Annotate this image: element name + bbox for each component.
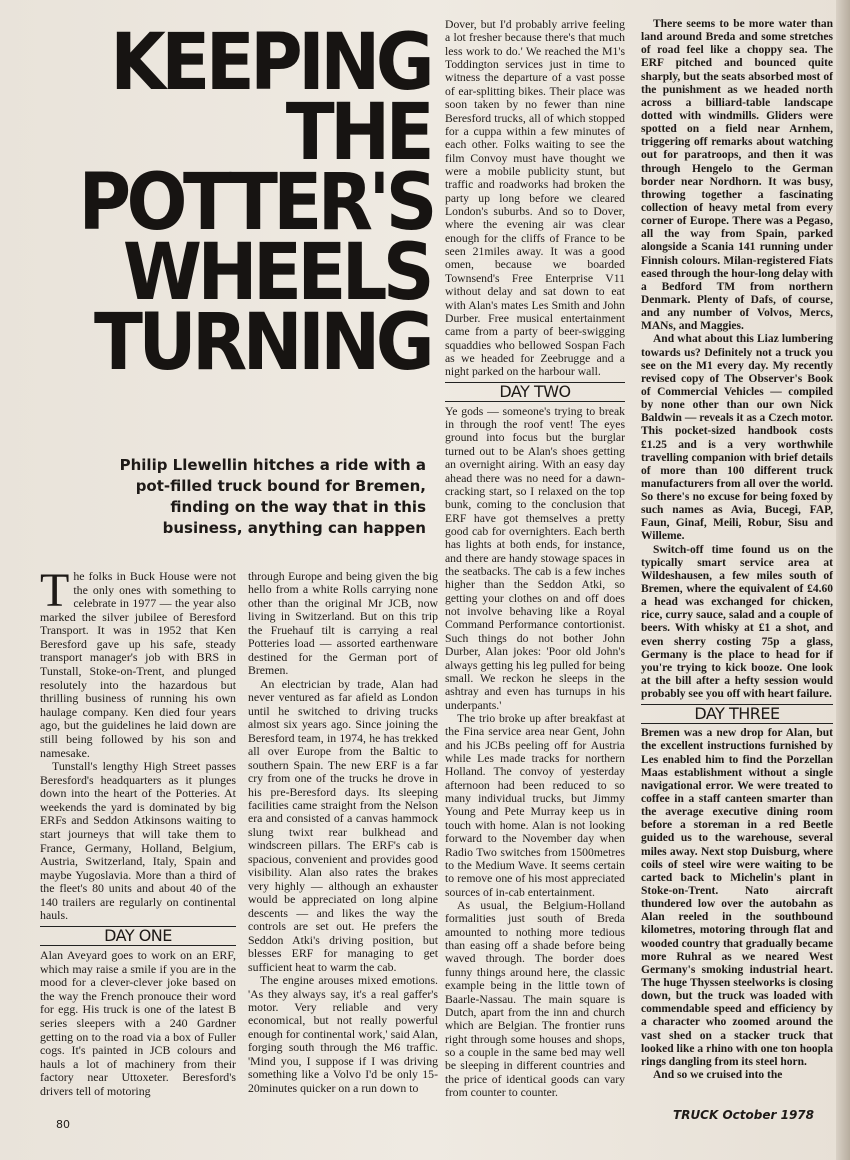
article-column-1	[40, 564, 236, 1098]
paragraph: Tunstall's lengthy High Street passes Beresford's headquarters as it plunges down into the heart of the Potteries. At weekends the yard is dominated by big ERFs and Seddon Atkinsons waiting to start journeys that will take them to France, Germany, Holland, Belgium, Austria, Switzerland, Italy, Spain and maybe Yugoslavia. More than a third of the fleet's 80 units and about 40 of the 140 trailers are regularly on continental hauls.	[40, 759, 236, 923]
headline-line: WHEELS	[122, 228, 431, 318]
section-heading-day-two: DAY TWO	[445, 382, 625, 402]
drop-cap: T	[40, 564, 70, 617]
section-heading-day-three: DAY THREE	[641, 704, 833, 724]
headline-line: KEEPING	[110, 18, 431, 108]
paragraph: Ye gods — someone's trying to break in through the roof vent! The eyes ground into focus but the burglar turned out to be Alan's shoes getting an overnight airing. With an easy day ahead there was no need for a dawn-cracking start, so I relaxed on the top bunk, coming to the conclusion that ERF have got themselves a pretty good cab for overnighters. Each berth has lights at both ends, for instance, and there are handy stowage spaces in the seatbacks. The cab is a few inches higher than the Seddon Atki, so getting your clothes on and off does not involve behaving like a Royal Command Performance contortionist. Such things do not bother John Durber, Alan jokes: 'Poor old John's always getting his leg pulled for being small. We reckon he sleeps in the ashtray and even has turnups in his underpants.'	[445, 404, 625, 712]
paragraph	[40, 564, 236, 760]
section-heading-day-one: DAY ONE	[40, 926, 236, 946]
headline	[78, 18, 433, 388]
paragraph: And what about this Liaz lumbering towards us? Definitely not a truck you see on the M1 every day. My recently revised copy of The Observer's Book of Commercial Vehicles — compiled by none other than our own Nick Baldwin — reveals it as a Czech motor. This pocket-sized handbook costs £1.25 and is a very worthwhile travelling companion with brief details of more than 100 different truck manufacturers from all over the world. So there's no excuse for being foxed by such names as Avia, Bucegi, FAP, Faun, Ginaf, Meili, Robur, Sisu and Willeme.	[641, 333, 833, 543]
headline-line: POTTER'S	[78, 158, 433, 248]
article-column-4	[641, 18, 833, 1082]
headline-line: TURNING	[93, 298, 430, 388]
headline-line: THE	[285, 88, 430, 178]
page-number: 80	[56, 1118, 70, 1131]
page-edge-shadow	[836, 0, 850, 1160]
article-column-3	[445, 18, 625, 1099]
paragraph: Switch-off time found us on the typically smart service area at Wildeshausen, a few miles south of Bremen, where the equivalent of £4.60 a head was exchanged for chicken, rice, curry sauce, salad and a couple of beers. With whisky at £1 a shot, and even sherry costing 75p a glass, Germany is the place to head for if you're trying to kick booze. One look at the bill after a hefty session would probably see you off with heart failure.	[641, 543, 833, 701]
paragraph: The trio broke up after breakfast at the Fina service area near Gent, John and his JCBs peeling off for Austria while Les made tracks for northern Holland. The convoy of yesterday afternoon had been reduced to so many individual trucks, but Jimmy Young and Pete Murray keep us in touch with home. Alan is not looking forward to the November day when Radio Two switches from 1500metres to the Medium Wave. It seems certain to remove one of his most appreciated sources of in-cab entertainment.	[445, 711, 625, 899]
paragraph: As usual, the Belgium-Holland formalities just south of Breda amounted to nothing more tedious than easing off a shade before being waved through. The border does funny things around here, the classic example being in the little town of Baarle-Nassau. The main square is Dutch, apart from the inn and church which are Belgian. The frontier runs right through some houses and shops, so a couple in the same bed may well be sleeping in different countries and the price of identical goods can vary from counter to counter.	[445, 899, 625, 1100]
paragraph: And so we cruised into the	[653, 1068, 783, 1081]
paragraph: Dover, but I'd probably arrive feeling a lot fresher because there's that much less work to do.' We reached the M1's Toddington services just in time to witness the departure of a vast posse of ear-splitting bikes. Their place was soon taken by no fewer than nine Beresford trucks, all of which stopped for a cuppa within a few minutes of each other. Folks waiting to see the film Convoy must have thought we were a mobile publicity stunt, but traffic and roadworks had broken the party up long before we cleared London's suburbs. And so to Dover, where the evening air was clear enough for the cliffs of France to be seen 21miles away. It was a good omen, because we boarded Townsend's Free Enterprise V11 without delay and sat down to eat with Alan's mates Les Smith and John Durber. Free musical entertainment came from a party of beer-swigging squaddies who bellowed Sospan Fach as we headed for Zeebrugge and a night parked on the harbour wall.	[445, 18, 625, 379]
paragraph: Alan Aveyard goes to work on an ERF, which may raise a smile if you are in the mood for a clever-clever joke based on the way the French pronouce their word for egg. His truck is one of the latest B series sleepers with a 240 Gardner getting on to the road via a box of Fuller cogs. It's painted in JCB colours and hauls a lot of machinery from their factory near Uttoxeter. Beresford's drivers tell of motoring	[40, 948, 236, 1098]
publication-footer: TRUCK October 1978	[673, 1108, 814, 1122]
paragraph: through Europe and being given the big hello from a white Rolls carrying none other than the original Mr JCB, now living in Switzerland. But on this trip the Fruehauf tilt is carrying a real Potteries load — assorted earthenware destined for the German port of Bremen.	[248, 569, 438, 678]
paragraph: Bremen was a new drop for Alan, but the excellent instructions furnished by Les enabled him to find the Porzellan Maas establishment without a single navigational error. We were treated to coffee in a staff canteen smarter than the average executive dining room before a storeman in a red Beetle guided us to the warehouse, several miles away. Next stop Duisburg, where coils of steel wire were waiting to be carted back to Michelin's plant in Stoke-on-Trent. Nato aircraft thundered low over the autobahn as Alan reeled in the southbound kilometres, motoring through flat and wooded country that gradually became more Ruhral as we neared West Germany's smoking industrial heart. The huge Thyssen steelworks is closing down, but the truck was loaded with commendable speed and efficiency by a character who zoomed around the vast shed on a stacker truck that looked like a rhino with one ton hoopla rings dangling from its steel horn.	[641, 727, 833, 1068]
paragraph: There seems to be more water than land around Breda and some stretches of road feel like a choppy sea. The ERF pitched and bounced quite sharply, but the seats absorbed most of the punishment as we headed north across a billiard-table landscape dotted with windmills. Gliders were spotted on a field near Arnhem, triggering off remarks about watching out for paratroops, and then it was through Hengelo to the German border near Nordhorn. It was busy, throwing together a fascinating collection of heavy metal from every corner of Europe. There was a Pegaso, all the way from Spain, parked alongside a Scania 141 running under Finnish colours. Milan-registered Fiats eased through the hour-long delay with a Bedford TM from northern Denmark. Plenty of Dafs, of course, and any number of Volvos, Mercs, MANs, and Maggies.	[641, 18, 834, 333]
paragraph: An electrician by trade, Alan had never ventured as far afield as London until he switched to driving trucks almost six years ago. Since joining the Beresford team, in 1974, he has trekked all over Europe from the Baltic to southern Spain. The new ERF is a far cry from one of the trucks he drove in his pre-Beresford days. Its sleeping facilities came straight from the Nelson era and consisted of a canvas hammock slung twixt rear bulkhead and windscreen pillars. The ERF's cab is spacious, convenient and provides good visibility. Alan also rates the brakes very highly — although an exhauster would be appreciated on long alpine descents — and likes the way the controls are set out. He prefers the Seddon Atki's driving position, but blesses ERF for managing to get sufficient heat to warm the cab.	[248, 676, 438, 974]
standfirst: Philip Llewellin hitches a ride with a pot-filled truck bound for Bremen, finding on the way that in this business, anything can happen	[119, 456, 426, 537]
article-column-2	[248, 570, 438, 1095]
paragraph: The engine arouses mixed emotions. 'As they always say, it's a real gaffer's motor. Very reliable and very economical, but not really powerful enough for continental work,' said Alan, forging south through the M6 traffic. 'Mind you, I suppose if I was driving something like a Volvo I'd be only 15-20minutes quicker on a run down to	[248, 973, 438, 1095]
paragraph-text: he folks in Buck House were not the only ones with something to celebrate in 1977 — the year also marked the silver jubilee of Beresford Transport. It was in 1952 that Ken Beresford gave up his safe, steady transport manager's job with BRS in Tunstall, Stoke-on-Trent, and plunged resolutely into the hazardous but thrilling business of running his own haulage company. Ken died four years ago, but the guidelines he laid down are still being followed by his son and namesake.	[40, 569, 236, 760]
